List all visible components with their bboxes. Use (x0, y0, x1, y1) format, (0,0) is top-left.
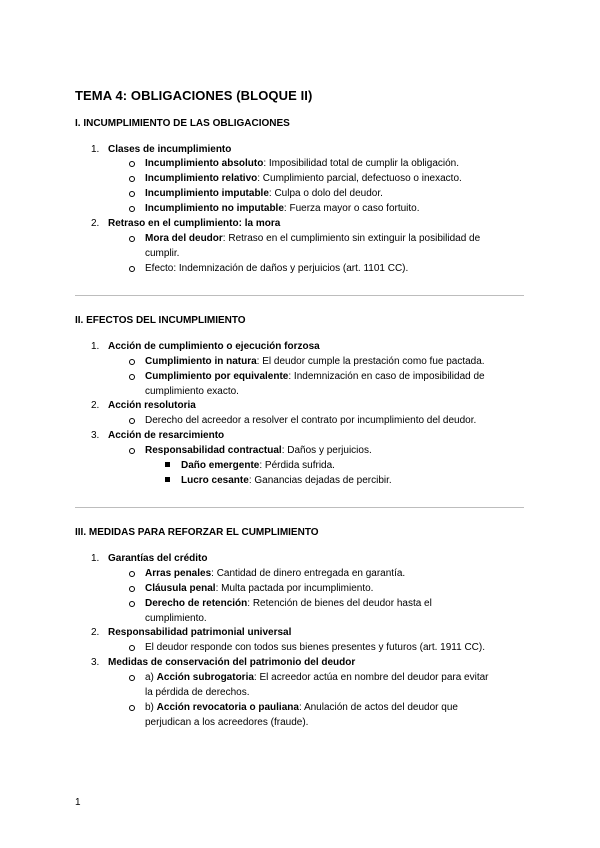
list-subitem: Arras penales: Cantidad de dinero entregada en garantía. (145, 568, 406, 579)
list-item-title: Acción resolutoria (108, 400, 196, 411)
list-number: 1. (91, 341, 100, 352)
list-subsubitem: Daño emergente: Pérdida sufrida. (181, 460, 335, 471)
list-subitem: Incumplimiento imputable: Culpa o dolo del deudor. (145, 188, 383, 199)
list-subitem: Mora del deudor: Retraso en el cumplimiento sin extinguir la posibilidad de (145, 233, 481, 244)
list-subsubitem: Lucro cesante: Ganancias dejadas de percibir. (181, 475, 392, 486)
list-number: 3. (91, 430, 100, 441)
list-item-title: Clases de incumplimiento (108, 144, 232, 155)
list-number: 3. (91, 657, 100, 668)
list-item-title: Acción de resarcimiento (108, 430, 225, 441)
page-title: TEMA 4: OBLIGACIONES (BLOQUE II) (75, 88, 313, 103)
list-item-title: Medidas de conservación del patrimonio del deudor (108, 657, 356, 668)
circle-bullet-icon (129, 374, 135, 380)
circle-bullet-icon (129, 448, 135, 454)
section-heading-3: III. MEDIDAS PARA REFORZAR EL CUMPLIMIENTO (75, 527, 319, 538)
circle-bullet-icon (129, 206, 135, 212)
list-item-title: Responsabilidad patrimonial universal (108, 627, 292, 638)
list-subitem: Incumplimiento no imputable: Fuerza mayor o caso fortuito. (145, 203, 420, 214)
square-bullet-icon (165, 477, 170, 482)
list-number: 1. (91, 144, 100, 155)
list-subitem-continuation: cumplimiento. (145, 613, 207, 624)
list-subitem: Responsabilidad contractual: Daños y perjuicios. (145, 445, 372, 456)
section-divider (75, 507, 524, 508)
circle-bullet-icon (129, 675, 135, 681)
list-item-title: Acción de cumplimiento o ejecución forzosa (108, 341, 320, 352)
list-subitem: Derecho de retención: Retención de bienes del deudor hasta el (145, 598, 432, 609)
circle-bullet-icon (129, 236, 135, 242)
list-item-title: Retraso en el cumplimiento: la mora (108, 218, 281, 229)
section-divider (75, 295, 524, 296)
list-subitem: a) Acción subrogatoria: El acreedor actúa en nombre del deudor para evitar (145, 672, 489, 683)
list-item-title: Garantías del crédito (108, 553, 208, 564)
circle-bullet-icon (129, 191, 135, 197)
list-number: 2. (91, 400, 100, 411)
section-heading-2: II. EFECTOS DEL INCUMPLIMIENTO (75, 315, 246, 326)
circle-bullet-icon (129, 161, 135, 167)
list-subitem: Cláusula penal: Multa pactada por incumplimiento. (145, 583, 374, 594)
square-bullet-icon (165, 462, 170, 467)
list-subitem: Efecto: Indemnización de daños y perjuicios (art. 1101 CC). (145, 263, 409, 274)
circle-bullet-icon (129, 571, 135, 577)
circle-bullet-icon (129, 586, 135, 592)
list-subitem-continuation: cumplimiento exacto. (145, 386, 239, 397)
list-subitem-continuation: cumplir. (145, 248, 180, 259)
circle-bullet-icon (129, 266, 135, 272)
circle-bullet-icon (129, 601, 135, 607)
circle-bullet-icon (129, 176, 135, 182)
circle-bullet-icon (129, 359, 135, 365)
list-subitem-continuation: perjudican a los acreedores (fraude). (145, 717, 309, 728)
circle-bullet-icon (129, 645, 135, 651)
list-subitem: El deudor responde con todos sus bienes presentes y futuros (art. 1911 CC). (145, 642, 486, 653)
list-number: 2. (91, 627, 100, 638)
circle-bullet-icon (129, 705, 135, 711)
list-subitem-continuation: la pérdida de derechos. (145, 687, 250, 698)
list-number: 2. (91, 218, 100, 229)
page-number: 1 (75, 797, 81, 808)
list-subitem: Incumplimiento relativo: Cumplimiento parcial, defectuoso o inexacto. (145, 173, 462, 184)
list-subitem: Derecho del acreedor a resolver el contrato por incumplimiento del deudor. (145, 415, 477, 426)
list-subitem: Incumplimiento absoluto: Imposibilidad total de cumplir la obligación. (145, 158, 460, 169)
circle-bullet-icon (129, 418, 135, 424)
list-subitem: Cumplimiento in natura: El deudor cumple la prestación como fue pactada. (145, 356, 485, 367)
section-heading-1: I. INCUMPLIMIENTO DE LAS OBLIGACIONES (75, 118, 290, 129)
list-subitem: Cumplimiento por equivalente: Indemnización en caso de imposibilidad de (145, 371, 485, 382)
list-subitem: b) Acción revocatoria o pauliana: Anulación de actos del deudor que (145, 702, 458, 713)
list-number: 1. (91, 553, 100, 564)
